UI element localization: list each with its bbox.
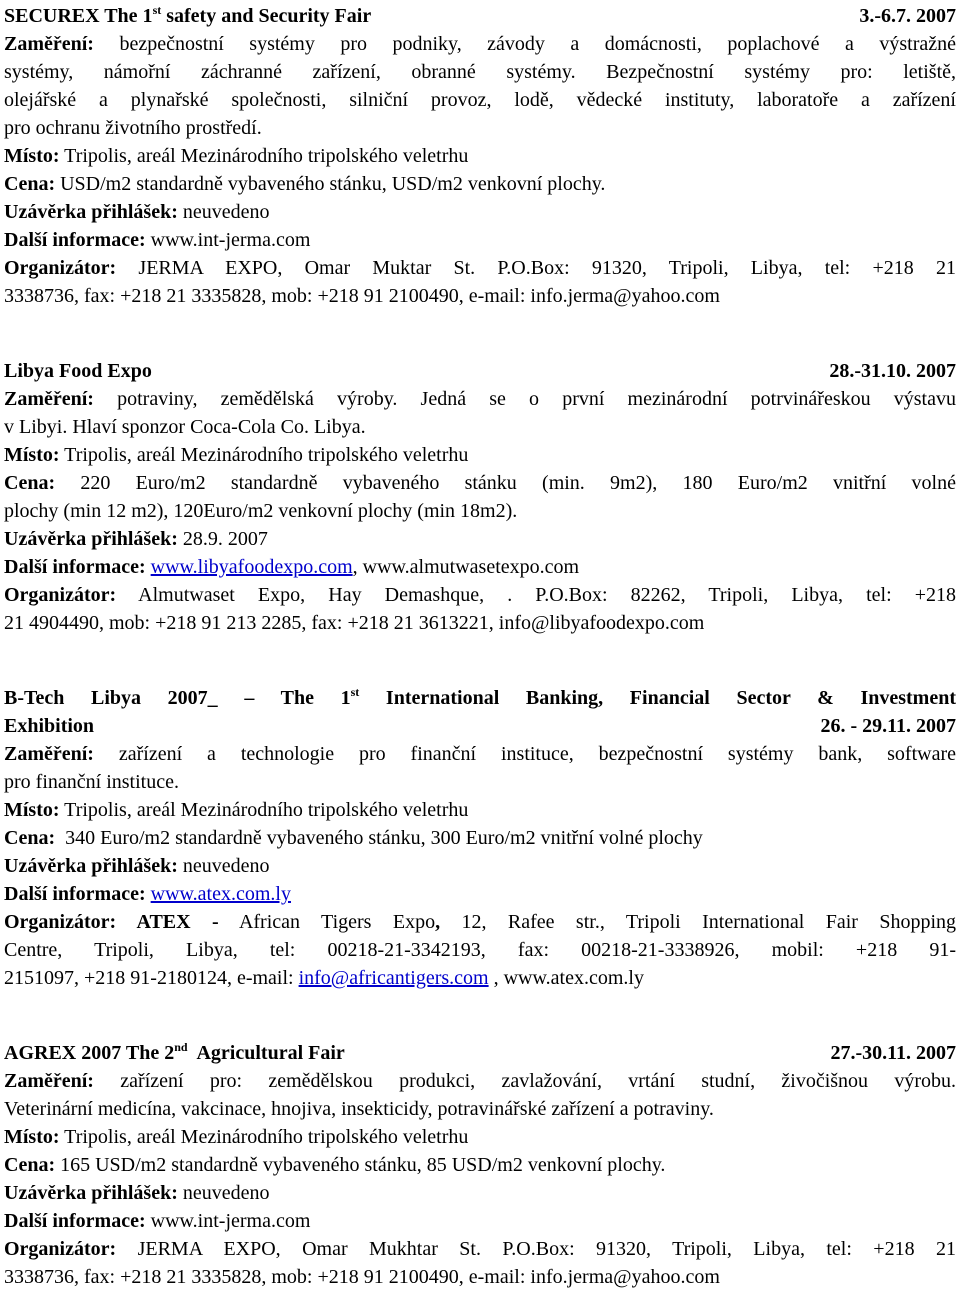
price-line: Cena: USD/m2 standardně vybaveného stánku, USD/m2 venkovní plochy.: [4, 173, 606, 195]
fair-heading-food-expo: [4, 357, 956, 385]
fair-title: SECUREX The 1st safety and Security Fair: [4, 3, 372, 27]
organizer-line: Organizátor: JERMA EXPO, Omar Mukhtar St. P.O.Box: 91320, Tripoli, Libya, tel: +218 21: [4, 1238, 956, 1260]
fair-heading-btech: [4, 684, 956, 712]
info-line: Další informace: www.int-jerma.com: [4, 229, 311, 251]
focus-line: Zaměření: zařízení pro: zemědělskou produkci, zavlažování, vrtání studní, živočišnou výrobu.: [4, 1070, 956, 1092]
organizer-line: 21 4904490, mob: +218 91 213 2285, fax: +218 21 3613221, info@libyafoodexpo.com: [4, 612, 705, 634]
email-link[interactable]: info@africantigers.com: [298, 967, 489, 989]
info-line: Další informace: www.int-jerma.com: [4, 1210, 311, 1232]
organizer-line: 3338736, fax: +218 21 3335828, mob: +218 91 2100490, e-mail: info.jerma@yahoo.com: [4, 1266, 720, 1288]
organizer-line: 3338736, fax: +218 21 3335828, mob: +218 91 2100490, e-mail: info.jerma@yahoo.com: [4, 285, 720, 307]
price-line: Cena: 220 Euro/m2 standardně vybaveného stánku (min. 9m2), 180 Euro/m2 vnitřní volné: [4, 472, 956, 494]
fair-title: AGREX 2007 The 2nd Agricultural Fair: [4, 1040, 345, 1064]
price-line: plochy (min 12 m2), 120Euro/m2 venkovní plochy (min 18m2).: [4, 500, 518, 522]
organizer-line: Centre, Tripoli, Libya, tel: 00218-21-3342193, fax: 00218-21-3338926, mobil: +218 91-: [4, 939, 956, 961]
price-line: Cena: 165 USD/m2 standardně vybaveného stánku, 85 USD/m2 venkovní plochy.: [4, 1154, 666, 1176]
fair-date: 3.-6.7. 2007: [859, 5, 956, 27]
deadline-line: Uzávěrka přihlášek: 28.9. 2007: [4, 528, 268, 550]
focus-line: Zaměření: zařízení a technologie pro finanční instituce, bezpečnostní systémy bank, software: [4, 743, 956, 765]
focus-line: pro finanční instituce.: [4, 771, 179, 793]
info-line: Další informace: www.libyafoodexpo.com, www.almutwasetexpo.com: [4, 556, 580, 578]
fair-date: 28.-31.10. 2007: [829, 360, 956, 382]
fair-heading-securex: [4, 2, 956, 30]
fair-title-continued: Exhibition: [4, 715, 95, 737]
fair-date: 27.-30.11. 2007: [830, 1042, 956, 1064]
organizer-line: 2151097, +218 91-2180124, e-mail: info@africantigers.com , www.atex.com.ly: [4, 967, 644, 989]
focus-line: Zaměření: potraviny, zemědělská výroby. Jedná se o první mezinárodní potrvinářeskou výstavu: [4, 388, 956, 410]
focus-line: Zaměření: bezpečnostní systémy pro podniky, závody a domácnosti, poplachové a výstražné: [4, 33, 956, 55]
fair-title: B-Tech Libya 2007_ – The 1st International Banking, Financial Sector & Investment: [4, 685, 956, 709]
fair-title: Libya Food Expo: [4, 360, 152, 382]
organizer-line: Organizátor: JERMA EXPO, Omar Muktar St. P.O.Box: 91320, Tripoli, Libya, tel: +218 21: [4, 257, 956, 279]
organizer-line: Organizátor: ATEX - African Tigers Expo, 12, Rafee str., Tripoli International Fair Shopping: [4, 911, 956, 933]
place-line: Místo: Tripolis, areál Mezinárodního tripolského veletrhu: [4, 799, 469, 821]
focus-line: Veterinární medicína, vakcinace, hnojiva, insekticidy, potravinářské zařízení a potraviny.: [4, 1098, 714, 1120]
deadline-line: Uzávěrka přihlášek: neuvedeno: [4, 855, 270, 877]
place-line: Místo: Tripolis, areál Mezinárodního tripolského veletrhu: [4, 444, 469, 466]
place-line: Místo: Tripolis, areál Mezinárodního tripolského veletrhu: [4, 145, 469, 167]
info-line: Další informace: www.atex.com.ly: [4, 883, 291, 905]
fair-date: 26. - 29.11. 2007: [820, 715, 956, 737]
focus-line: pro ochranu životního prostředí.: [4, 117, 262, 139]
deadline-line: Uzávěrka přihlášek: neuvedeno: [4, 201, 270, 223]
info-link[interactable]: www.libyafoodexpo.com: [150, 556, 353, 578]
info-link[interactable]: www.atex.com.ly: [150, 883, 291, 905]
focus-line: v Libyi. Hlaví sponzor Coca-Cola Co. Libya.: [4, 416, 366, 438]
deadline-line: Uzávěrka přihlášek: neuvedeno: [4, 1182, 270, 1204]
focus-line: systémy, námořní záchranné zařízení, obranné systémy. Bezpečnostní systémy pro: letiště,: [4, 61, 956, 83]
focus-line: olejářské a plynařské společnosti, silniční provoz, lodě, vědecké instituty, laboratoře a zařízení: [4, 89, 956, 111]
organizer-line: Organizátor: Almutwaset Expo, Hay Demashque, . P.O.Box: 82262, Tripoli, Libya, tel: +218: [4, 584, 956, 606]
price-line: Cena: 340 Euro/m2 standardně vybaveného stánku, 300 Euro/m2 vnitřní volné plochy: [4, 827, 703, 849]
fair-heading-btech-line2: [4, 712, 956, 740]
place-line: Místo: Tripolis, areál Mezinárodního tripolského veletrhu: [4, 1126, 469, 1148]
fair-heading-agrex: [4, 1039, 956, 1067]
